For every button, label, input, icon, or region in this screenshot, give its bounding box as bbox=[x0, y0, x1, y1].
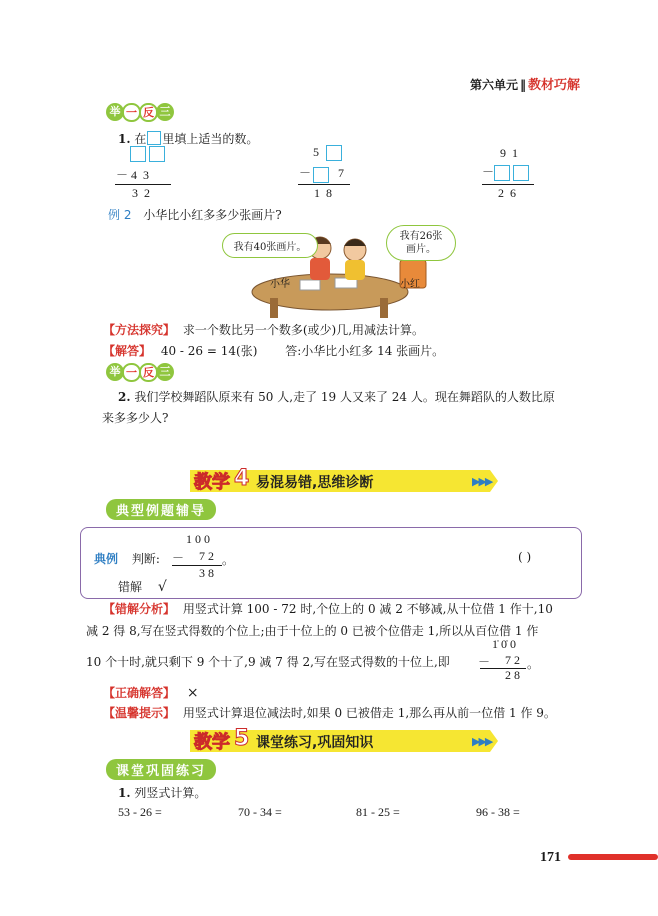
typical-period: 。 bbox=[222, 553, 235, 567]
tip bbox=[103, 704, 556, 721]
subtrahend-digit: 7 bbox=[338, 166, 345, 181]
juyi-badge-1 bbox=[106, 102, 172, 122]
answer-equation: 40 - 26 = 14(张) bbox=[160, 344, 258, 358]
exercise-item: 53 - 26 = bbox=[118, 805, 162, 819]
method-tag: 【方法探究】 bbox=[103, 323, 176, 337]
practice2-text-1: 我们学校舞蹈队原来有 50 人,走了 19 人又来了 24 人。现在舞蹈队的人数比原 bbox=[134, 390, 555, 404]
judgement-paren[interactable]: ( ) bbox=[518, 550, 532, 564]
correct-tag: 【正确解答】 bbox=[103, 686, 176, 700]
difference: 1 8 bbox=[314, 186, 332, 200]
juyi-char: 三 bbox=[156, 363, 174, 381]
analysis-line1 bbox=[103, 600, 553, 617]
blank-box-icon bbox=[147, 131, 161, 145]
analysis-text-1: 用竖式计算 100 - 72 时,个位上的 0 减 2 不够减,从十位借 1 作十,10 bbox=[182, 602, 553, 616]
typical-minus: － bbox=[172, 551, 185, 565]
answer-tag: 【解答】 bbox=[103, 344, 152, 358]
check-mark-icon: √ bbox=[157, 579, 167, 595]
wrong-solution bbox=[118, 578, 167, 595]
book-title: 教材巧解 bbox=[527, 78, 580, 93]
minuend: 9 1 bbox=[500, 146, 518, 160]
cross-mark-icon: × bbox=[186, 685, 199, 701]
method-text: 求一个数比另一个数多(或少)几,用减法计算。 bbox=[182, 323, 425, 337]
juyi-char: 一 bbox=[122, 363, 141, 382]
speech-bubble-right: 我有26张画片。 bbox=[386, 225, 456, 261]
vertical-line bbox=[298, 184, 350, 185]
juyi-char: 一 bbox=[122, 103, 141, 122]
section-title: 易混易错,思维诊断 bbox=[256, 475, 374, 491]
judge-label: 判断: bbox=[131, 552, 160, 566]
wrong-label: 错解 bbox=[118, 580, 143, 594]
juyi-char: 三 bbox=[156, 103, 174, 121]
vertical-problem-1 bbox=[116, 146, 165, 183]
practice1-question bbox=[118, 130, 258, 147]
practice2-text-2: 来多多少人? bbox=[102, 411, 169, 425]
exercise-item: 81 - 25 = bbox=[356, 805, 400, 819]
minus-sign: － bbox=[116, 168, 129, 183]
answer-box[interactable] bbox=[494, 165, 510, 181]
typical-line bbox=[94, 550, 160, 567]
juyi-char: 举 bbox=[106, 103, 124, 121]
page-number: 171 bbox=[540, 850, 561, 865]
analysis-tag: 【错解分析】 bbox=[103, 602, 176, 616]
section-title: 课堂练习,巩固知识 bbox=[256, 735, 374, 751]
example-label: 例 2 bbox=[108, 208, 132, 222]
tip-text: 用竖式计算退位减法时,如果 0 已被借走 1,那么再从前一位借 1 作 9。 bbox=[182, 706, 556, 720]
answer-section bbox=[103, 342, 444, 359]
vertical-line bbox=[172, 565, 222, 566]
name-left: 小华 bbox=[270, 279, 290, 290]
analysis-minus: － bbox=[478, 655, 491, 669]
tip-tag: 【温馨提示】 bbox=[103, 706, 176, 720]
vertical-line bbox=[115, 184, 171, 185]
answer-box[interactable] bbox=[326, 145, 342, 161]
pill-label: 课堂巩固练习 bbox=[106, 759, 216, 780]
typical-subtrahend: 7 2 bbox=[199, 549, 214, 563]
answer-box[interactable] bbox=[149, 146, 165, 162]
exercise-question bbox=[118, 784, 206, 801]
minus-sign: － bbox=[482, 165, 495, 179]
footer-bar bbox=[568, 854, 658, 860]
juyi-char: 反 bbox=[139, 363, 158, 382]
question-text-a: 在 bbox=[134, 132, 147, 146]
section-prefix: 教学 bbox=[194, 472, 230, 493]
exercise-item: 70 - 34 = bbox=[238, 805, 282, 819]
section-number: 4 bbox=[234, 466, 250, 491]
section-number: 5 bbox=[234, 726, 250, 751]
pill-label: 典型例题辅导 bbox=[106, 499, 216, 520]
example-question-text: 小华比小红多多少张画片? bbox=[143, 208, 282, 222]
analysis-period: 。 bbox=[527, 657, 540, 671]
name-right: 小红 bbox=[400, 279, 420, 290]
difference: 2 6 bbox=[498, 186, 516, 200]
practice-pill bbox=[106, 759, 216, 780]
typical-label: 典例 bbox=[94, 552, 119, 566]
vertical-line bbox=[482, 184, 534, 185]
vertical-problem-2 bbox=[299, 145, 345, 183]
juyi-char: 反 bbox=[139, 103, 158, 122]
minuend-digit: 5 bbox=[313, 145, 319, 159]
difference: 3 2 bbox=[132, 186, 150, 200]
exercise-text: 列竖式计算。 bbox=[134, 786, 207, 800]
analysis-subtrahend: 7 2 bbox=[505, 653, 520, 667]
subtrahend: 4 3 bbox=[131, 168, 150, 183]
minus-sign: － bbox=[299, 166, 312, 181]
analysis-text-3: 10 个十时,就只剩下 9 个十了,9 减 7 得 2,写在竖式得数的十位上,即 bbox=[86, 655, 450, 669]
answer-text: 答:小华比小红多 14 张画片。 bbox=[285, 344, 445, 358]
juyi-char: 举 bbox=[106, 363, 124, 381]
page-header bbox=[470, 74, 580, 93]
section4-banner bbox=[190, 466, 500, 493]
correct-answer bbox=[103, 684, 199, 701]
typical-minuend: 1 0 0 bbox=[186, 532, 210, 546]
answer-box[interactable] bbox=[513, 165, 529, 181]
juyi-badge-2 bbox=[106, 362, 172, 382]
typical-pill bbox=[106, 499, 216, 520]
header-separator: ‖ bbox=[519, 78, 526, 92]
analysis-text-2: 减 2 得 8,写在竖式得数的个位上;由于十位上的 0 已被个位借走 1,所以从百位借 1 作 bbox=[86, 624, 539, 638]
question-number: 1. bbox=[118, 132, 131, 146]
unit-label: 第六单元 bbox=[469, 78, 518, 92]
analysis-minuend: 1̇ 0̇ 0 bbox=[492, 637, 516, 651]
question-text-b: 里填上适当的数。 bbox=[162, 132, 259, 146]
practice2-line1 bbox=[118, 388, 555, 405]
answer-box[interactable] bbox=[130, 146, 146, 162]
speech-bubble-left: 我有40张画片。 bbox=[222, 233, 318, 258]
section-prefix: 教学 bbox=[194, 732, 230, 753]
exercise-item: 96 - 38 = bbox=[476, 805, 520, 819]
analysis-difference: 2 8 bbox=[505, 668, 520, 682]
vertical-problem-3 bbox=[482, 163, 529, 181]
answer-box[interactable] bbox=[313, 167, 329, 183]
arrows-icon: ▶▶▶ bbox=[472, 735, 492, 748]
method-section bbox=[103, 321, 424, 338]
arrows-icon: ▶▶▶ bbox=[472, 475, 492, 488]
typical-difference: 3 8 bbox=[199, 566, 214, 580]
question-number: 2. bbox=[118, 390, 131, 404]
question-number: 1. bbox=[118, 786, 131, 800]
section5-banner bbox=[190, 726, 500, 753]
